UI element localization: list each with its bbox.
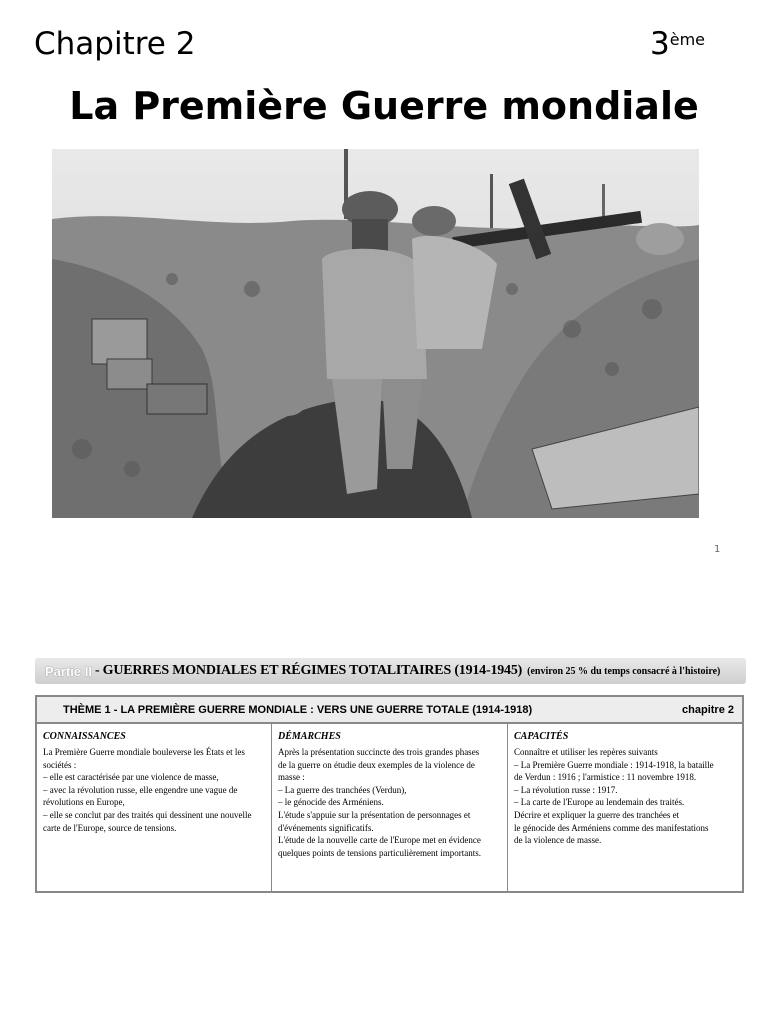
- grade-level: [650, 26, 705, 62]
- column-heading: DÉMARCHES: [278, 731, 341, 742]
- theme-chapter: chapitre 2: [682, 703, 734, 716]
- column-line: quelques points de tensions particulièrement importants.: [278, 847, 481, 858]
- part-label: Partie II: [45, 663, 92, 679]
- column-line: de la violence de masse.: [514, 835, 602, 846]
- column-line: – La révolution russe : 1917.: [514, 784, 618, 795]
- column-line: La Première Guerre mondiale bouleverse les États et les: [43, 747, 245, 757]
- column-line: – La guerre des tranchées (Verdun),: [278, 784, 407, 795]
- column-line: révolutions en Europe,: [43, 797, 125, 808]
- part-note: (environ 25 % du temps consacré à l'histoire): [527, 665, 721, 677]
- trench-photo-drawing: [52, 149, 699, 518]
- column-line: sociétés :: [43, 759, 77, 770]
- program-table: [35, 695, 744, 893]
- chapter-label: Chapitre 2: [34, 26, 196, 62]
- grade-number: 3: [650, 26, 670, 62]
- column-line: Après la présentation succincte des trois grandes phases: [278, 747, 480, 757]
- column-line: – elle se conclut par des traités qui dessinent une nouvelle: [43, 809, 252, 820]
- column-line: de la guerre on étudie deux exemples de la violence de: [278, 759, 475, 770]
- column-line: L'étude de la nouvelle carte de l'Europe met en évidence: [278, 835, 481, 846]
- column-line: le génocide des Arméniens comme des manifestations: [514, 822, 709, 833]
- column-line: d'événements significatifs.: [278, 822, 374, 833]
- trench-photo: [52, 149, 699, 518]
- part-dash: -: [94, 663, 100, 678]
- page-number: 1: [714, 544, 721, 555]
- column-heading: CAPACITÉS: [514, 731, 569, 742]
- part-title: GUERRES MONDIALES ET RÉGIMES TOTALITAIRES (1914-1945): [102, 663, 523, 678]
- column-line: Décrire et expliquer la guerre des tranchées et: [514, 809, 680, 820]
- column-line: masse :: [278, 772, 305, 783]
- column-line: – La Première Guerre mondiale : 1914-1918, la bataille: [514, 759, 714, 770]
- grade-suffix: ème: [669, 30, 706, 49]
- column-line: carte de l'Europe, source de tensions.: [43, 822, 177, 833]
- page-title: La Première Guerre mondiale: [69, 84, 699, 128]
- column-demarches: [272, 724, 508, 893]
- column-capacites: [508, 724, 742, 893]
- column-line: – elle est caractérisée par une violence de masse,: [43, 772, 219, 783]
- column-line: de Verdun : 1916 ; l'armistice : 11 novembre 1918.: [514, 772, 697, 783]
- column-line: Connaître et utiliser les repères suivants: [514, 747, 658, 757]
- column-line: L'étude s'appuie sur la présentation de personnages et: [278, 809, 471, 820]
- column-line: – La carte de l'Europe au lendemain des traités.: [514, 797, 685, 808]
- column-heading: CONNAISSANCES: [43, 731, 126, 742]
- theme-row: [37, 697, 742, 724]
- column-line: – avec la révolution russe, elle engendre une vague de: [43, 784, 238, 795]
- theme-title: THÈME 1 - LA PREMIÈRE GUERRE MONDIALE : VERS UNE GUERRE TOTALE (1914-1918): [63, 703, 533, 716]
- column-connaissances: [37, 724, 272, 893]
- column-line: – le génocide des Arméniens.: [278, 797, 384, 808]
- program-part-band: [35, 658, 746, 684]
